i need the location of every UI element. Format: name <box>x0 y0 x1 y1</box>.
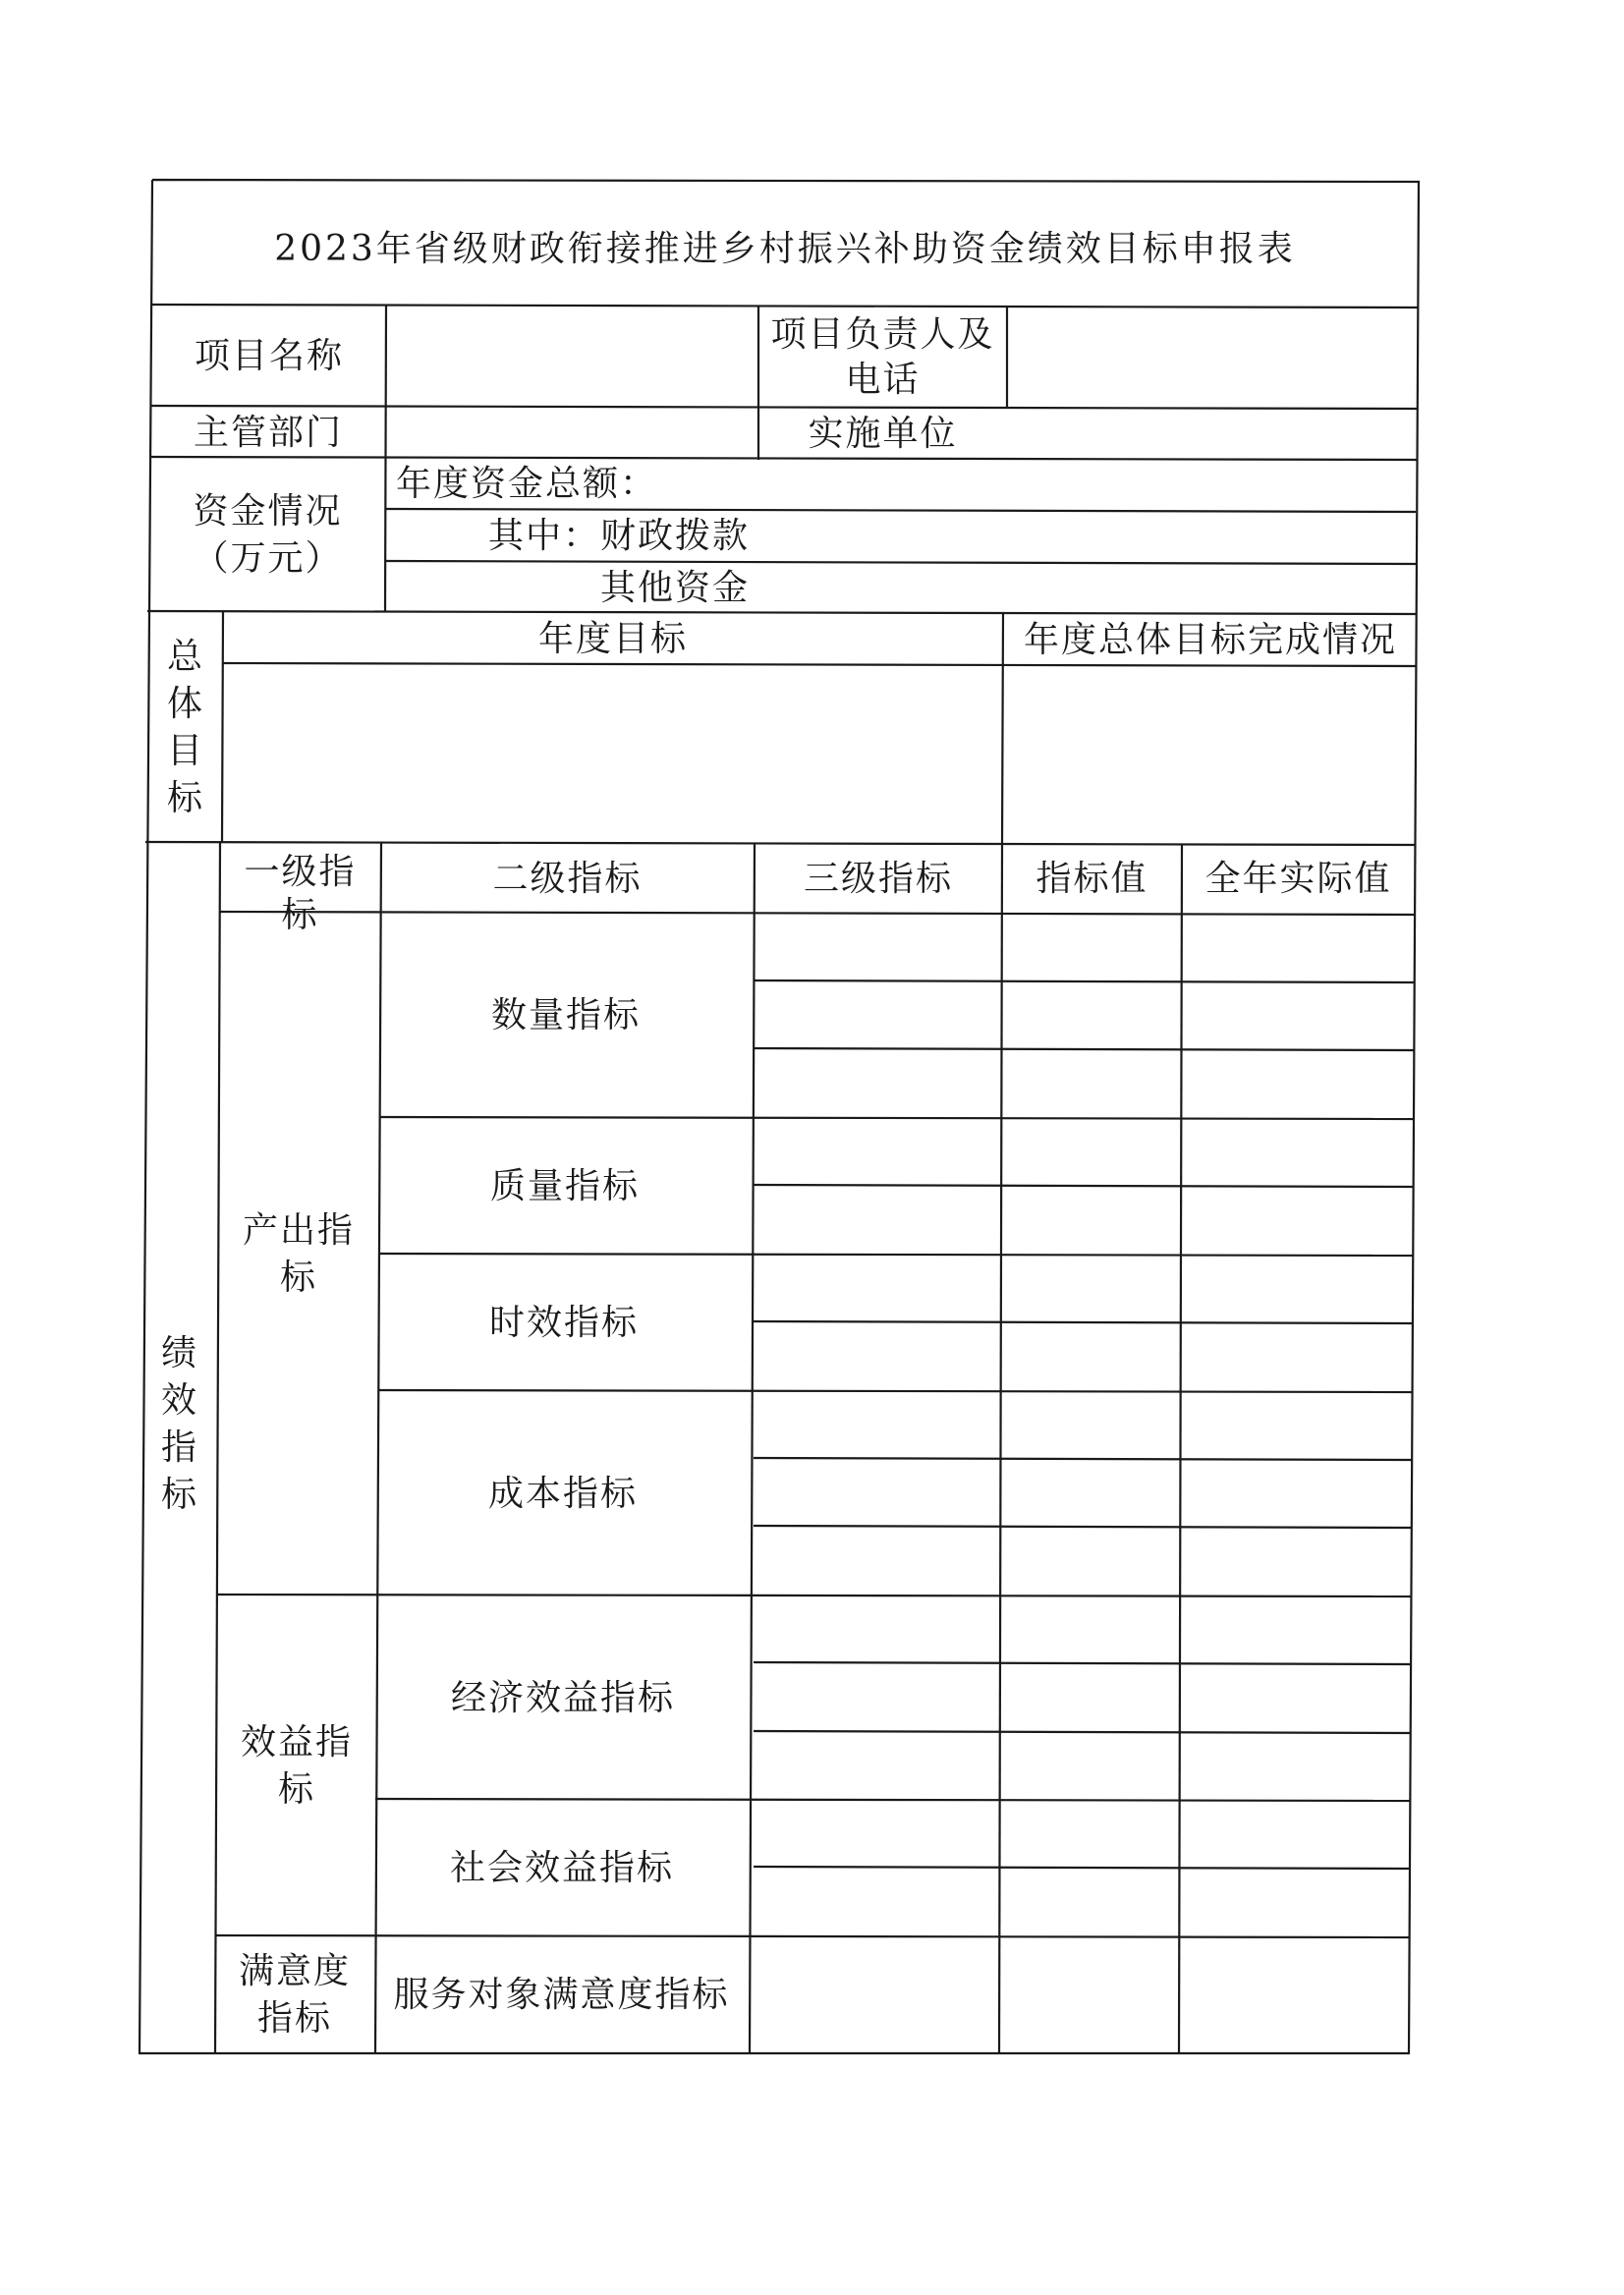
annual-total-field[interactable] <box>759 460 1416 510</box>
other-funds-label: 其他资金 <box>599 568 750 608</box>
benefit-indicators-label: 效益指 标 <box>240 1722 353 1810</box>
economic-benefit-label: 经济效益指标 <box>450 1677 675 1718</box>
annual-goal-label: 年度目标 <box>537 618 688 659</box>
quality-indicators-label: 质量指标 <box>489 1166 640 1206</box>
level3-header: 三级指标 <box>803 858 953 899</box>
output-indicators-label: 产出指 标 <box>242 1210 355 1298</box>
fiscal-allocation-field[interactable] <box>759 512 1416 562</box>
timeliness-indicators-label: 时效指标 <box>488 1303 639 1343</box>
form-title: 2023年省级财政衔接推进乡村振兴补助资金绩效目标申报表 <box>274 229 1296 269</box>
annual-completion-label: 年度总体目标完成情况 <box>1023 619 1397 660</box>
implementing-unit-field[interactable] <box>1008 410 1416 460</box>
other-funds-field[interactable] <box>759 564 1416 613</box>
annual-goal-field[interactable] <box>224 667 1001 842</box>
cost-indicators-label: 成本指标 <box>487 1473 638 1514</box>
service-satisfaction-label: 服务对象满意度指标 <box>393 1974 730 2015</box>
performance-indicators-label: 绩 效 指 标 <box>160 1333 198 1515</box>
department-field[interactable] <box>386 408 757 459</box>
project-leader-label: 项目负责人及 电话 <box>770 314 995 400</box>
implementing-unit-label: 实施单位 <box>808 414 958 454</box>
quantity-indicators-label: 数量指标 <box>490 994 641 1036</box>
annual-total-label: 年度资金总额： <box>396 464 658 504</box>
level2-header: 二级指标 <box>492 858 643 899</box>
satisfaction-indicators-label: 满意度 指标 <box>238 1950 351 2039</box>
annual-completion-field[interactable] <box>1004 668 1416 843</box>
project-name-field[interactable] <box>387 307 757 407</box>
social-benefit-label: 社会效益指标 <box>449 1848 674 1888</box>
project-leader-field[interactable] <box>1008 308 1417 408</box>
project-name-label: 项目名称 <box>194 336 344 376</box>
level1-header: 一级指 标 <box>244 852 357 935</box>
fiscal-allocation-label: 其中：财政拨款 <box>487 516 750 556</box>
overall-goal-label: 总 体 目 标 <box>166 636 204 818</box>
value-header: 指标值 <box>1036 858 1148 899</box>
department-label: 主管部门 <box>193 413 343 453</box>
actual-header: 全年实际值 <box>1204 858 1392 899</box>
funding-label: 资金情况 （万元） <box>193 491 343 579</box>
